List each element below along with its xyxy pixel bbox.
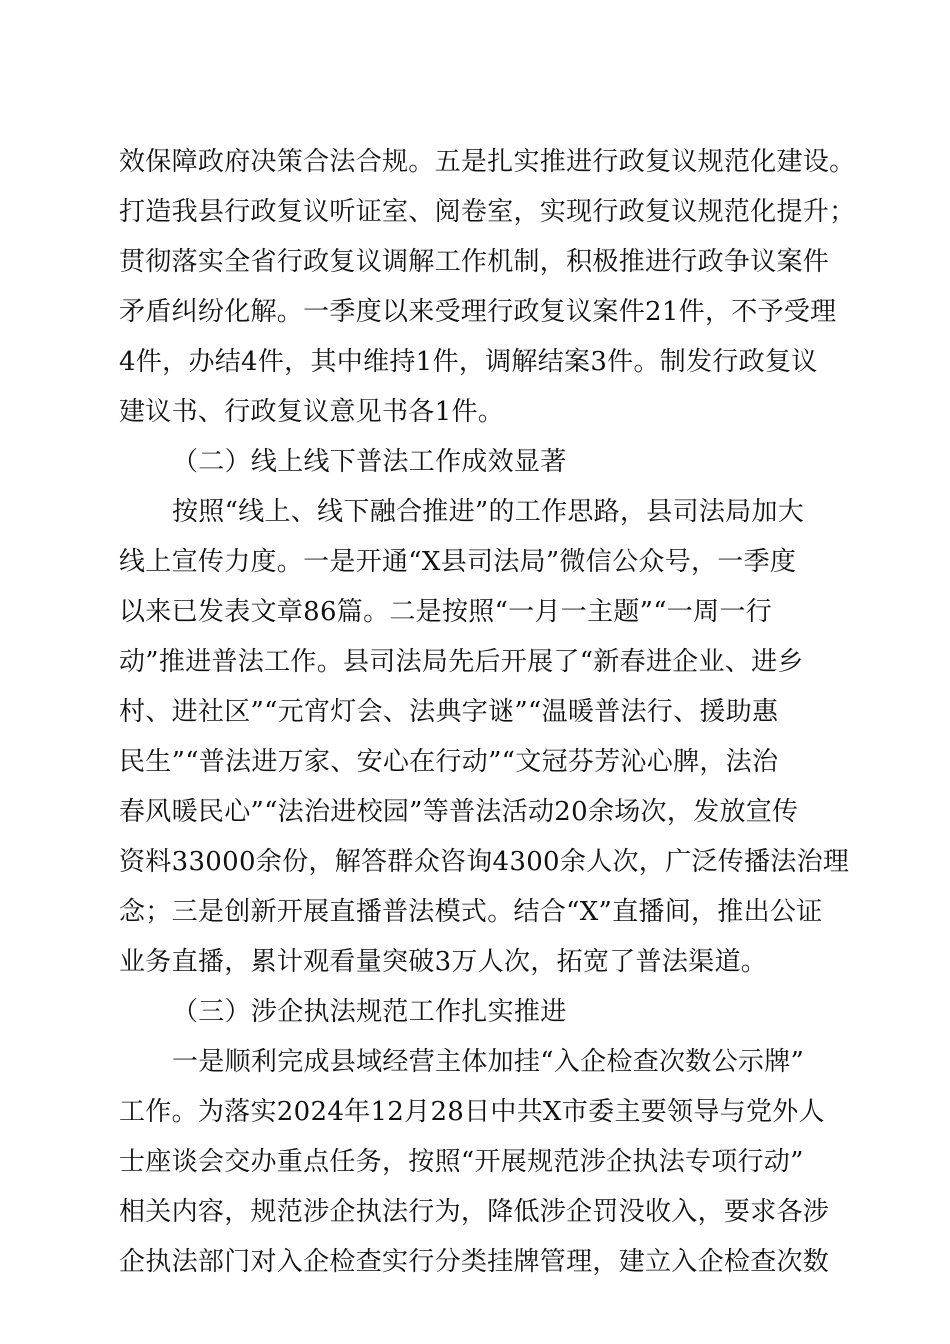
section-heading: （三）涉企执法规范工作扎实推进 [172, 997, 567, 1027]
paragraph-first-line: 按照“线上、线下融合推进”的工作思路，县司法局加大 [172, 497, 805, 527]
text-line: 效保障政府决策合法合规。五是扎实推进行政复议规范化建设。 [119, 147, 856, 177]
text-line: 民生”“普法进万家、安心在行动”“文冠芬芳沁心脾，法治 [119, 747, 779, 777]
section-heading: （二）线上线下普法工作成效显著 [172, 447, 567, 477]
text-line: 动”推进普法工作。县司法局先后开展了“新春进企业、进乡 [119, 647, 804, 677]
text-line: 春风暖民心”“法治进校园”等普法活动20余场次，发放宣传 [119, 797, 799, 827]
text-line: 相关内容，规范涉企执法行为，降低涉企罚没收入，要求各涉 [119, 1197, 830, 1227]
text-line: 建议书、行政复议意见书各1件。 [119, 397, 505, 427]
text-line: 工作。为落实2024年12月28日中共X市委主要领导与党外人 [119, 1097, 825, 1127]
text-line: 以来已发表文章86篇。二是按照“一月一主题”“一周一行 [119, 597, 773, 627]
text-line: 企执法部门对入企检查实行分类挂牌管理，建立入企检查次数 [119, 1247, 830, 1277]
text-line: 村、进社区”“元宵灯会、法典字谜”“温暖普法行、援助惠 [119, 697, 779, 727]
text-line: 业务直播，累计观看量突破3万人次，拓宽了普法渠道。 [119, 947, 768, 977]
text-line: 打造我县行政复议听证室、阅卷室，实现行政复议规范化提升； [119, 197, 856, 227]
text-line: 4件，办结4件，其中维持1件，调解结案3件。制发行政复议 [119, 347, 818, 377]
paragraph-first-line: 一是顺利完成县域经营主体加挂“入企检查次数公示牌” [172, 1047, 805, 1077]
text-line: 贯彻落实全省行政复议调解工作机制，积极推进行政争议案件 [119, 247, 830, 277]
text-line: 资料33000余份，解答群众咨询4300余人次，广泛传播法治理 [119, 847, 850, 877]
text-line: 矛盾纠纷化解。一季度以来受理行政复议案件21件，不予受理 [119, 297, 837, 327]
text-line: 线上宣传力度。一是开通“X县司法局”微信公众号，一季度 [119, 547, 797, 577]
text-line: 士座谈会交办重点任务，按照“开展规范涉企执法专项行动” [119, 1147, 804, 1177]
text-line: 念；三是创新开展直播普法模式。结合“X”直播间，推出公证 [119, 897, 823, 927]
